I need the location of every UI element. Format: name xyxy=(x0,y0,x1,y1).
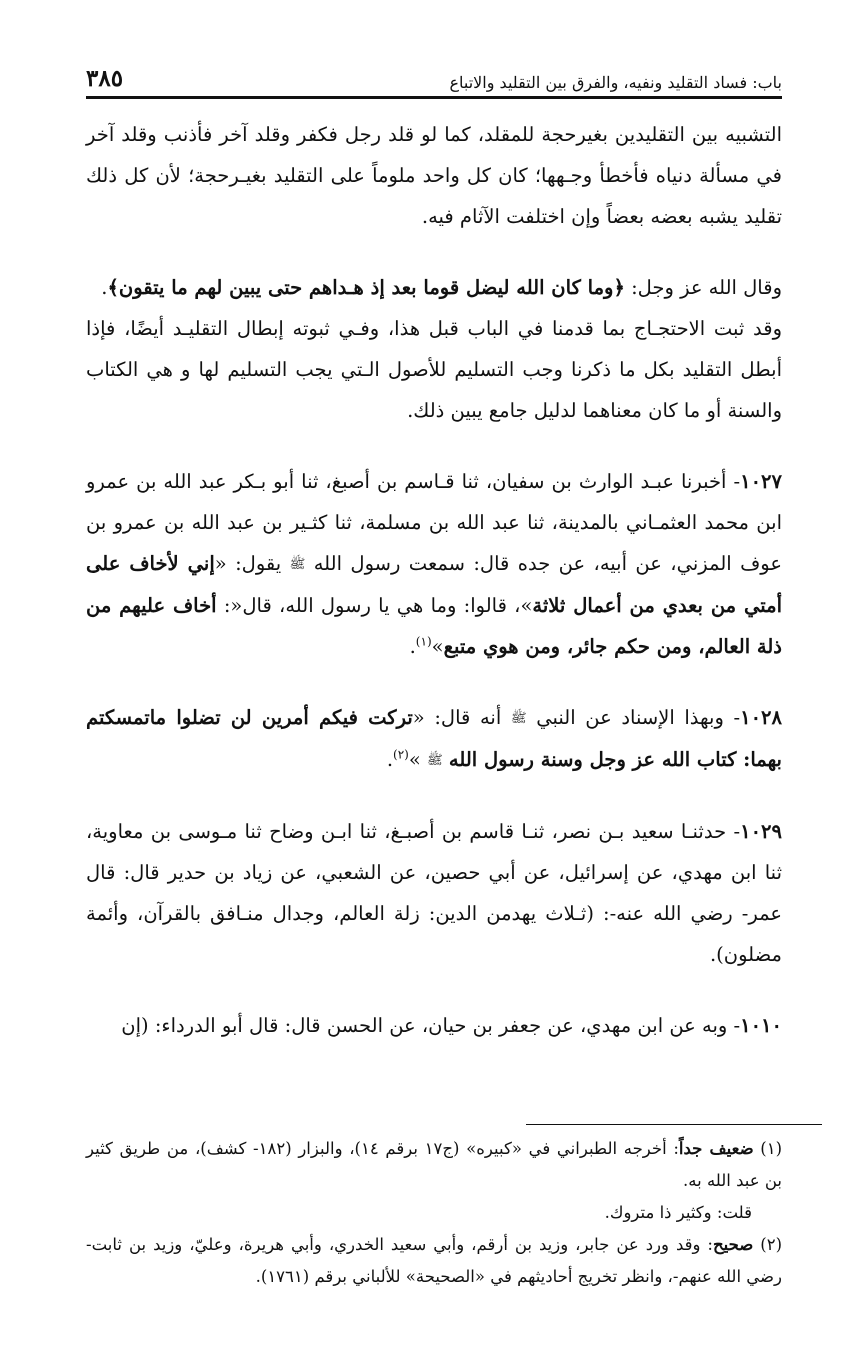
verse-intro: وقال الله عز وجل: xyxy=(624,276,782,299)
hadith-1010: ١٠١٠- وبه عن ابن مهدي، عن جعفر بن حيان، عن الحسن قال: قال أبو الدرداء: (إن xyxy=(121,1014,782,1037)
footnote-divider xyxy=(526,1124,822,1125)
page-number: ٣٨٥ xyxy=(86,65,124,92)
footnote-1: (١) ضعيف جداً: أخرجه الطبراني في «كبيره» (ج١٧ برقم ١٤)، والبزار (١٨٢- كشف)، من طريق كثير بن عبد الله به. xyxy=(86,1139,783,1190)
quran-verse: ﴿وما كان الله ليضل قوما بعد إذ هـداهم حتى يبين لهم ما يتقون﴾ xyxy=(107,276,625,299)
footnote-ref-2: (٢) xyxy=(393,747,409,762)
hadith-number: ١٠٢٩ xyxy=(740,820,782,843)
hadith-number: ١٠٢٨ xyxy=(740,706,782,729)
paragraph-quran-verse: وقال الله عز وجل: ﴿وما كان الله ليضل قوما بعد إذ هـداهم حتى يبين لهم ما يتقون﴾. xyxy=(101,276,782,299)
main-text xyxy=(86,114,782,1070)
header-divider xyxy=(86,96,782,99)
hadith-number: ١٠١٠ xyxy=(740,1014,782,1037)
hadith-text: تركت فيكم أمرين لن تضلوا ماتمسكتم بهما: كتاب الله عز وجل وسنة رسول الله xyxy=(86,706,782,771)
hadith-number: ١٠٢٧ xyxy=(740,470,782,493)
salawat-glyph: ﷺ xyxy=(426,753,443,768)
paragraph-taqlid-comparison: التشبيه بين التقليدين بغيرحجة للمقلد، كما لو قلد رجل فكفر وقلد آخر فأذنب وقلد آخر في مسألة دنياه فأخطأ وجـهها؛ كان كل واحد ملوماً على التقليد بغيـرحجة؛ لأن كل ذلك تقليد يشبه بعضه بعضاً وإن اختلفت الآثام فيه. xyxy=(86,123,782,228)
hadith-grade: ضعيف جداً xyxy=(678,1139,754,1158)
salawat-glyph: ﷺ xyxy=(510,711,527,726)
hadith-text: أخاف عليهم من ذلة العالم، ومن حكم جائر، ومن هوي متبع xyxy=(86,594,782,658)
footnote-2: (٢) صحيح: وقد ورد عن جابر، وزيد بن أرقم، وأبي سعيد الخدري، وأبي هريرة، وعليّ، وزيد بن ثابت- رضي الله عنهم-، وانظر تخريج أحاديثهم في «الصحيحة» للألباني برقم (١٧٦١). xyxy=(86,1235,782,1286)
footnotes xyxy=(86,1133,782,1293)
hadith-1028: ١٠٢٨- وبهذا الإسناد عن النبي ﷺ أنه قال: «تركت فيكم أمرين لن تضلوا ماتمسكتم بهما: كتاب الله عز وجل وسنة رسول الله ﷺ »$^{(٢)}$. xyxy=(86,706,782,771)
paragraph-argument: وقد ثبت الاحتجـاج بما قدمنا في الباب قبل هذا، وفـي ثبوته إبطال التقليـد أيضًا، فإذا أبطل التقليد بكل ما ذكرنا وجب التسليم للأصول الـتي يجب التسليم لها و هي الكتاب والسنة أو ما كان معناهما لدليل جامع يبين ذلك. xyxy=(86,317,782,422)
running-header xyxy=(86,58,782,92)
footnote-ref-1: (١) xyxy=(415,634,432,649)
hadith-text: إني لأخاف على أمتي من بعدي من أعمال ثلاثة xyxy=(86,552,782,617)
hadith-1029: ١٠٢٩- حدثنـا سعيد بـن نصر، ثنـا قاسم بن أصبـغ، ثنا ابـن وضاح ثنا مـوسى بن معاوية، ثنا ابن مهدي، عن إسرائيل، عن أبي حصين، عن الشعبي، عن زياد بن حدير قال: قال عمر- رضي الله عنه-: (ثـلاث يهدمن الدين: زلة العالم، وجدال منـافق بالقرآن، وأئمة مضلون). xyxy=(86,820,782,966)
footnote-1-note: قلت: وكثير ذا متروك. xyxy=(604,1203,752,1222)
hadith-grade: صحيح xyxy=(712,1235,754,1254)
hadith-1027: ١٠٢٧- أخبرنا عبـد الوارث بن سفيان، ثنا قـاسم بن أصبغ، ثنا أبو بـكر عبد الله بن عمرو ابن محمد العثمـاني بالمدينة، ثنا عبد الله بن مسلمة، ثنا كثـير بن عبد الله بن عمرو بن عوف المزني، عن أبيه، عن جده قال: سمعت رسول الله ﷺ يقول: «إني لأخاف على أمتي من بعدي من أعمال ثلاثة»، قالوا: وما هي يا رسول الله، قال«: أخاف عليهم من ذلة العالم، ومن حكم جائر، ومن هوي متبع»$^{(١)}$. xyxy=(86,470,782,658)
header-chapter-title: باب: فساد التقليد ونفيه، والفرق بين التقليد والاتباع xyxy=(449,72,782,92)
salawat-glyph: ﷺ xyxy=(289,557,306,572)
